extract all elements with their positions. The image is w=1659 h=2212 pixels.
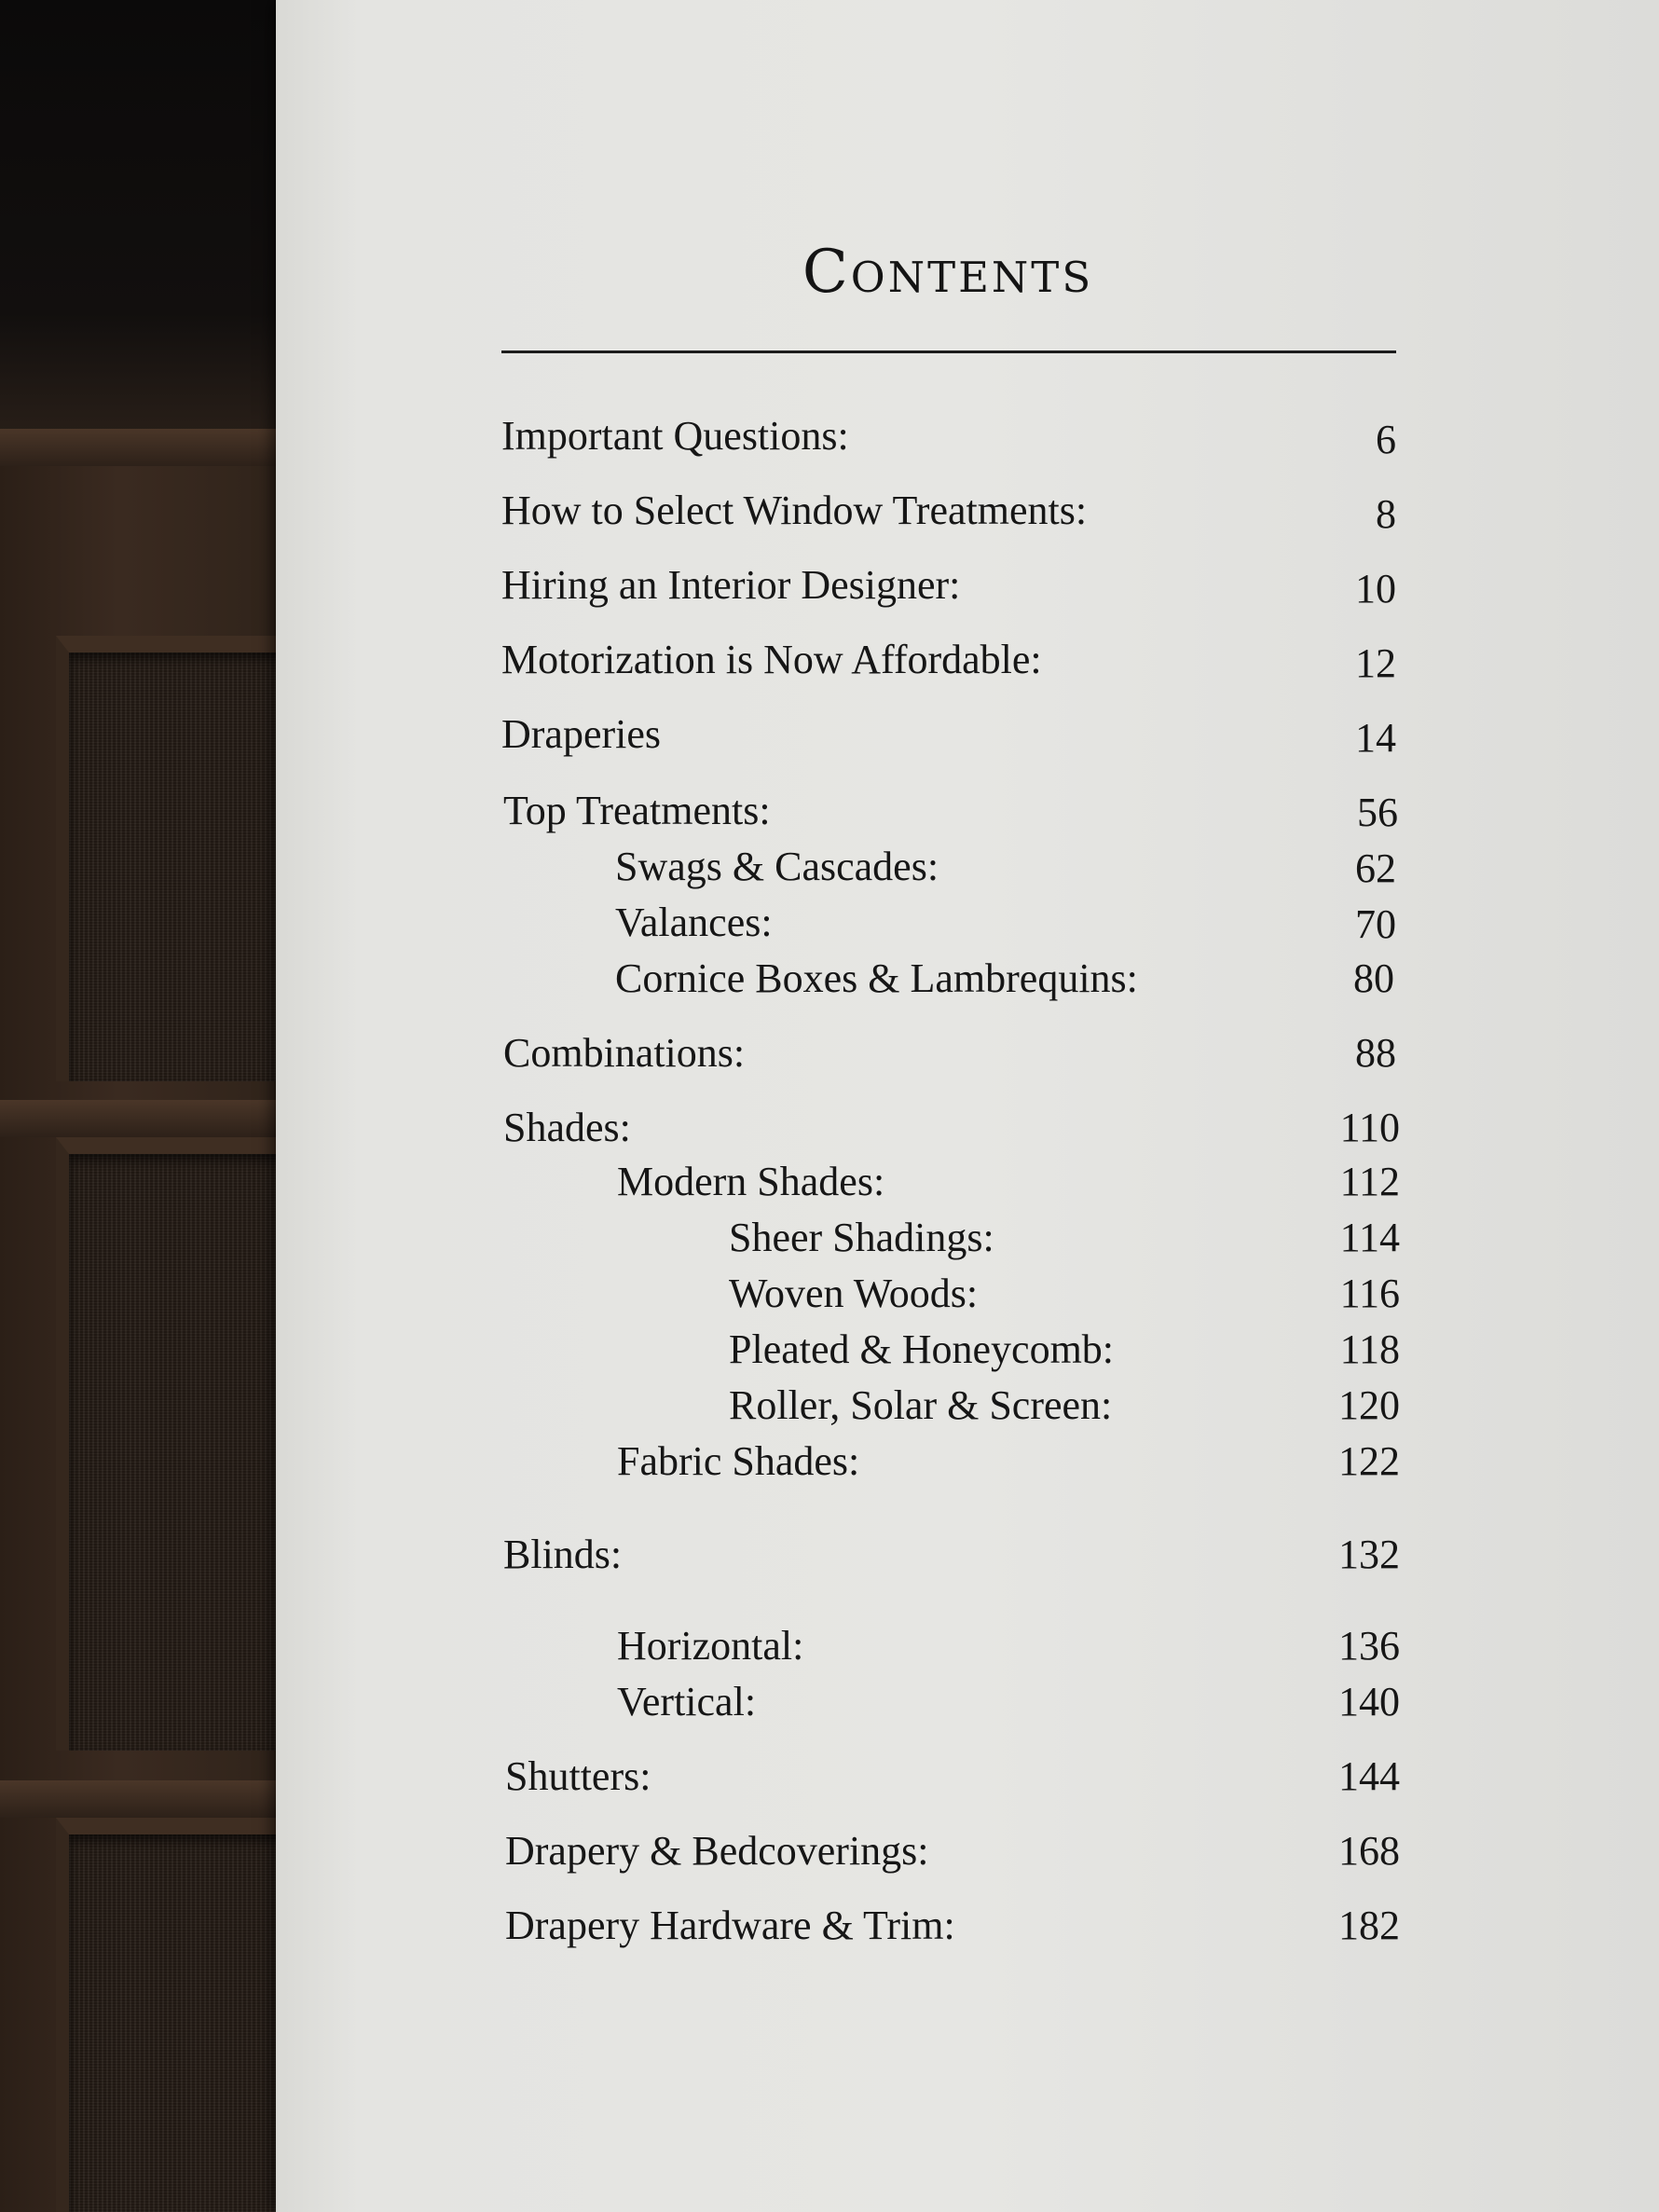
toc-entry-label: Horizontal: bbox=[617, 1623, 804, 1669]
toc-entry-label: Important Questions: bbox=[501, 413, 849, 459]
toc-entry-label: Woven Woods: bbox=[729, 1271, 979, 1316]
toc-entry-page: 122 bbox=[1338, 1438, 1400, 1484]
toc-entry-label: Modern Shades: bbox=[617, 1159, 885, 1204]
toc-entry-page: 12 bbox=[1355, 640, 1396, 686]
toc-entry-label: Motorization is Now Affordable: bbox=[501, 637, 1042, 682]
toc-entry-label: How to Select Window Treatments: bbox=[501, 488, 1088, 533]
toc-entry-label: Vertical: bbox=[617, 1679, 757, 1724]
toc-entry-label: Hiring an Interior Designer: bbox=[501, 562, 961, 608]
toc-entry-page: 10 bbox=[1355, 566, 1396, 611]
page-title: Contents bbox=[802, 238, 1094, 307]
toc-entry-page: 62 bbox=[1355, 845, 1396, 891]
toc-entry-page: 114 bbox=[1339, 1215, 1400, 1260]
toc-entry-label: Cornice Boxes & Lambrequins: bbox=[615, 955, 1138, 1001]
toc-entry-label: Sheer Shadings: bbox=[729, 1215, 994, 1260]
toc-entry-label: Shades: bbox=[503, 1105, 631, 1150]
toc-entry-page: 132 bbox=[1338, 1532, 1400, 1577]
toc-entry-page: 8 bbox=[1376, 491, 1396, 537]
toc-entry-page: 56 bbox=[1357, 790, 1398, 835]
toc-entry-label: Drapery Hardware & Trim: bbox=[505, 1903, 955, 1948]
toc-entry-page: 168 bbox=[1338, 1828, 1400, 1874]
toc-entry-page: 88 bbox=[1355, 1030, 1396, 1076]
toc-entry-page: 136 bbox=[1338, 1623, 1400, 1669]
toc-entry-page: 182 bbox=[1338, 1903, 1400, 1948]
toc-entry-page: 112 bbox=[1339, 1159, 1400, 1204]
toc-entry-label: Draperies bbox=[501, 711, 662, 757]
toc-entry-page: 80 bbox=[1353, 955, 1394, 1001]
toc-entry-label: Valances: bbox=[615, 900, 773, 945]
toc-entry-label: Swags & Cascades: bbox=[615, 844, 939, 889]
toc-entry-page: 110 bbox=[1339, 1105, 1400, 1150]
toc-entry-page: 120 bbox=[1338, 1382, 1400, 1428]
toc-entry-label: Combinations: bbox=[503, 1030, 746, 1076]
toc-entry-page: 144 bbox=[1338, 1753, 1400, 1799]
toc-entry-page: 70 bbox=[1355, 901, 1396, 947]
toc-entry-page: 6 bbox=[1376, 417, 1396, 462]
toc-entry-label: Top Treatments: bbox=[503, 788, 771, 833]
toc-entry-page: 118 bbox=[1339, 1326, 1400, 1372]
toc-entry-label: Pleated & Honeycomb: bbox=[729, 1326, 1115, 1372]
toc-entry-label: Fabric Shades: bbox=[617, 1438, 860, 1484]
toc-entry-label: Drapery & Bedcoverings: bbox=[505, 1828, 929, 1874]
toc-entry-label: Shutters: bbox=[505, 1753, 651, 1799]
toc-entry-label: Blinds: bbox=[503, 1532, 623, 1577]
toc-entry-label: Roller, Solar & Screen: bbox=[729, 1382, 1113, 1428]
toc-entry-page: 14 bbox=[1355, 715, 1396, 761]
toc-entry-page: 140 bbox=[1338, 1679, 1400, 1724]
toc-entry-page: 116 bbox=[1339, 1271, 1400, 1316]
